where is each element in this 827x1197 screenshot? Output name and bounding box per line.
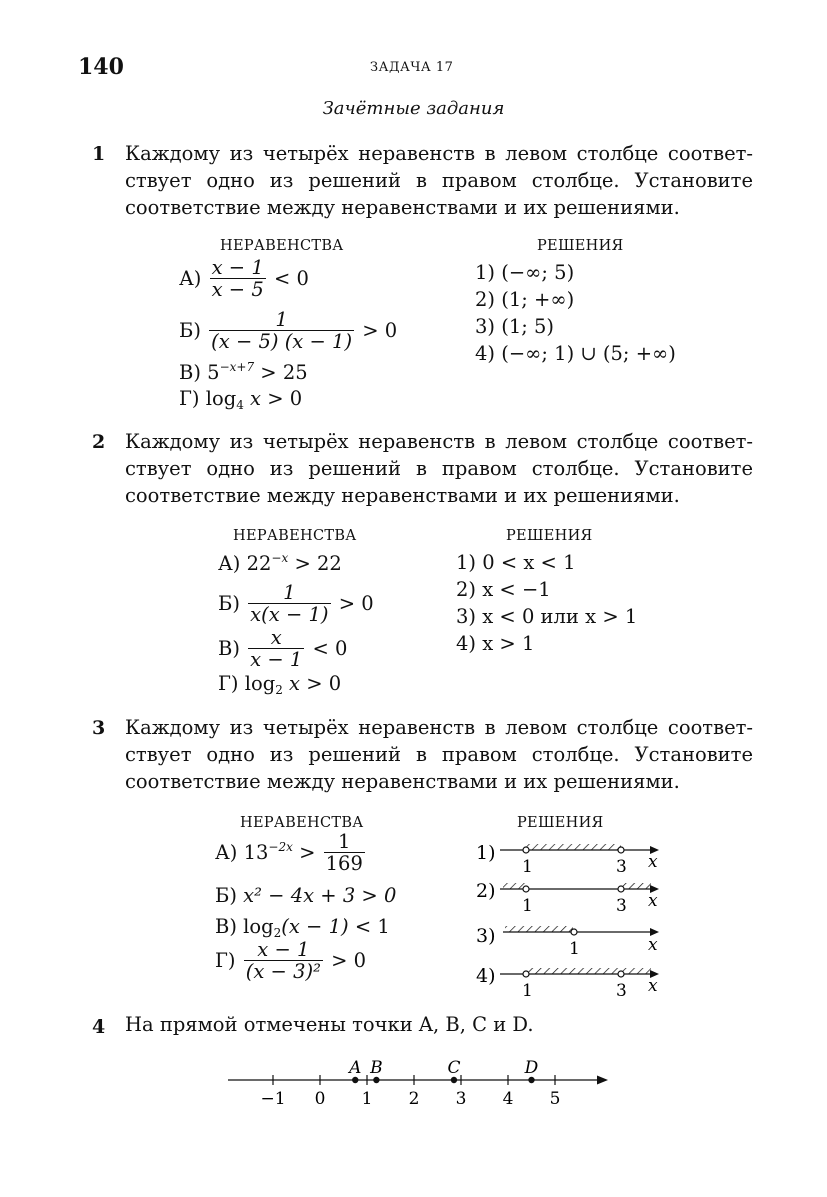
running-title: ЗАДАЧА 17 <box>370 60 454 75</box>
tick-label: 1 <box>522 981 533 1001</box>
text-line: ствует одно из решений в правом столбце. Установите <box>125 169 753 192</box>
solution-2-2: 2) x < −1 <box>456 578 551 601</box>
open-point <box>618 886 624 892</box>
axis-label: x <box>648 976 658 996</box>
inequality-3c: В) $\log_2(x - 1) < 1$ <box>215 915 390 940</box>
solution-1-2: 2) (1; +∞) <box>475 288 575 311</box>
fraction: $\frac{1}{x(x - 1)}$ <box>250 581 329 626</box>
problem-2-number: 2 <box>92 431 106 453</box>
inequality-3b: Б) x² − 4x + 3 > 0 <box>215 884 397 907</box>
text-line: соответствие между неравенствами и их решениями. <box>125 770 680 793</box>
tick-label: 3 <box>455 1089 467 1109</box>
axis-label: x <box>648 935 658 955</box>
inequality-2c: В) $\frac{x}{x - 1}$ < 0 <box>218 626 348 671</box>
inequality-1d: Г) $\log_4 x > 0$ <box>179 387 303 412</box>
solution-1-1: 1) (−∞; 5) <box>475 261 575 284</box>
hatched-region <box>526 968 651 974</box>
axis-label: x <box>648 891 658 911</box>
problem-2-left-header: НЕРАВЕНСТВА <box>233 528 357 544</box>
hatched-region <box>526 844 621 850</box>
inequality-3a: А) $13^{-2x}$ > $\frac{1}{169}$ <box>215 830 363 875</box>
point-label: D <box>524 1058 539 1078</box>
open-point <box>571 929 577 935</box>
problem-1-left-header: НЕРАВЕНСТВА <box>220 238 344 254</box>
inequality-1c: В) $5^{-x+7} > 25$ <box>179 360 308 384</box>
open-point <box>618 847 624 853</box>
text-line: ствует одно из решений в правом столбце. Установите <box>125 457 753 480</box>
tick-label: 5 <box>549 1089 561 1109</box>
inequality-3d: Г) $\frac{x - 1}{\text{(x − 3)²}}$ > 0 <box>215 938 367 983</box>
inequality-1a: А) $\frac{x - 1}{x - 5}$ < 0 <box>179 256 309 301</box>
section-title: Зачётные задания <box>322 98 505 119</box>
problem-3-number: 3 <box>92 717 106 739</box>
tick-label: 4 <box>502 1089 514 1109</box>
solution-1-4: 4) (−∞; 1) ∪ (5; +∞) <box>475 342 676 365</box>
fraction: $\frac{1}{(x - 5) (x - 1)}$ <box>211 308 353 353</box>
solution-line-3 <box>476 925 659 959</box>
text-line: Каждому из четырёх неравенств в левом столбце соответ- <box>125 430 753 453</box>
hatched-region <box>621 883 651 889</box>
tick-label: 1 <box>569 939 580 959</box>
solution-label: 1) <box>476 842 496 864</box>
problem-1-number: 1 <box>92 143 106 165</box>
tick-label: 0 <box>314 1089 326 1109</box>
open-point <box>618 971 624 977</box>
inequality-2d: Г) $\log_2 x > 0$ <box>218 672 342 697</box>
inequality-1b: Б) $\frac{1}{(x - 5) (x - 1)}$ > 0 <box>179 308 398 353</box>
inequality-2b: Б) $\frac{1}{x(x - 1)}$ > 0 <box>218 581 374 626</box>
solution-lines-3 <box>470 835 670 1005</box>
solution-line-1 <box>476 842 659 877</box>
fraction: $\frac{1}{169}$ <box>325 830 363 875</box>
point-label: B <box>370 1058 383 1078</box>
tick-label: −1 <box>260 1089 286 1109</box>
open-point <box>523 971 529 977</box>
text-line: Каждому из четырёх неравенств в левом столбце соответ- <box>125 142 753 165</box>
tick-label: 2 <box>408 1089 420 1109</box>
text-line: соответствие между неравенствами и их решениями. <box>125 196 680 219</box>
tick-label: 3 <box>616 981 627 1001</box>
problem-1-text <box>125 140 753 221</box>
solution-2-3: 3) x < 0 или x > 1 <box>456 605 638 628</box>
problem-3-text <box>125 714 753 795</box>
problem-3-right-header: РЕШЕНИЯ <box>517 815 604 831</box>
hatched-region <box>505 926 573 932</box>
solution-label: 3) <box>476 925 496 947</box>
point-label: C <box>447 1058 461 1078</box>
axis-label: x <box>648 852 658 872</box>
solution-1-3: 3) (1; 5) <box>475 315 555 338</box>
text-line: соответствие между неравенствами и их решениями. <box>125 484 680 507</box>
inequality-2a: А) $22^{-x} > 22$ <box>218 551 342 575</box>
text-line: ствует одно из решений в правом столбце. Установите <box>125 743 753 766</box>
tick-label: 3 <box>616 896 627 916</box>
problem-4-text: На прямой отмечены точки A, B, C и D. <box>125 1013 534 1036</box>
tick-label: 1 <box>522 857 533 877</box>
number-line <box>220 1050 620 1110</box>
solution-line-4 <box>476 965 659 1001</box>
solution-line-2 <box>476 880 659 916</box>
problem-2-right-header: РЕШЕНИЯ <box>506 528 593 544</box>
open-point <box>523 886 529 892</box>
text-line: Каждому из четырёх неравенств в левом столбце соответ- <box>125 716 753 739</box>
tick-label: 3 <box>616 857 627 877</box>
point-label: A <box>349 1058 362 1078</box>
problem-1-right-header: РЕШЕНИЯ <box>537 238 624 254</box>
solution-label: 4) <box>476 965 496 987</box>
solution-label: 2) <box>476 880 496 902</box>
fraction: $\frac{x - 1}{\text{(x − 3)²}}$ <box>245 938 321 983</box>
open-point <box>523 847 529 853</box>
fraction: $\frac{x - 1}{x - 5}$ <box>211 256 264 301</box>
problem-2-text <box>125 428 753 509</box>
solution-2-1: 1) 0 < x < 1 <box>456 551 576 574</box>
fraction: $\frac{x}{x - 1}$ <box>250 626 303 671</box>
problem-4-number: 4 <box>92 1016 106 1038</box>
tick-label: 1 <box>522 896 533 916</box>
arrow-icon <box>597 1076 608 1085</box>
problem-3-left-header: НЕРАВЕНСТВА <box>240 815 364 831</box>
page-number: 140 <box>78 54 124 80</box>
solution-2-4: 4) x > 1 <box>456 632 535 655</box>
tick-label: 1 <box>361 1089 373 1109</box>
